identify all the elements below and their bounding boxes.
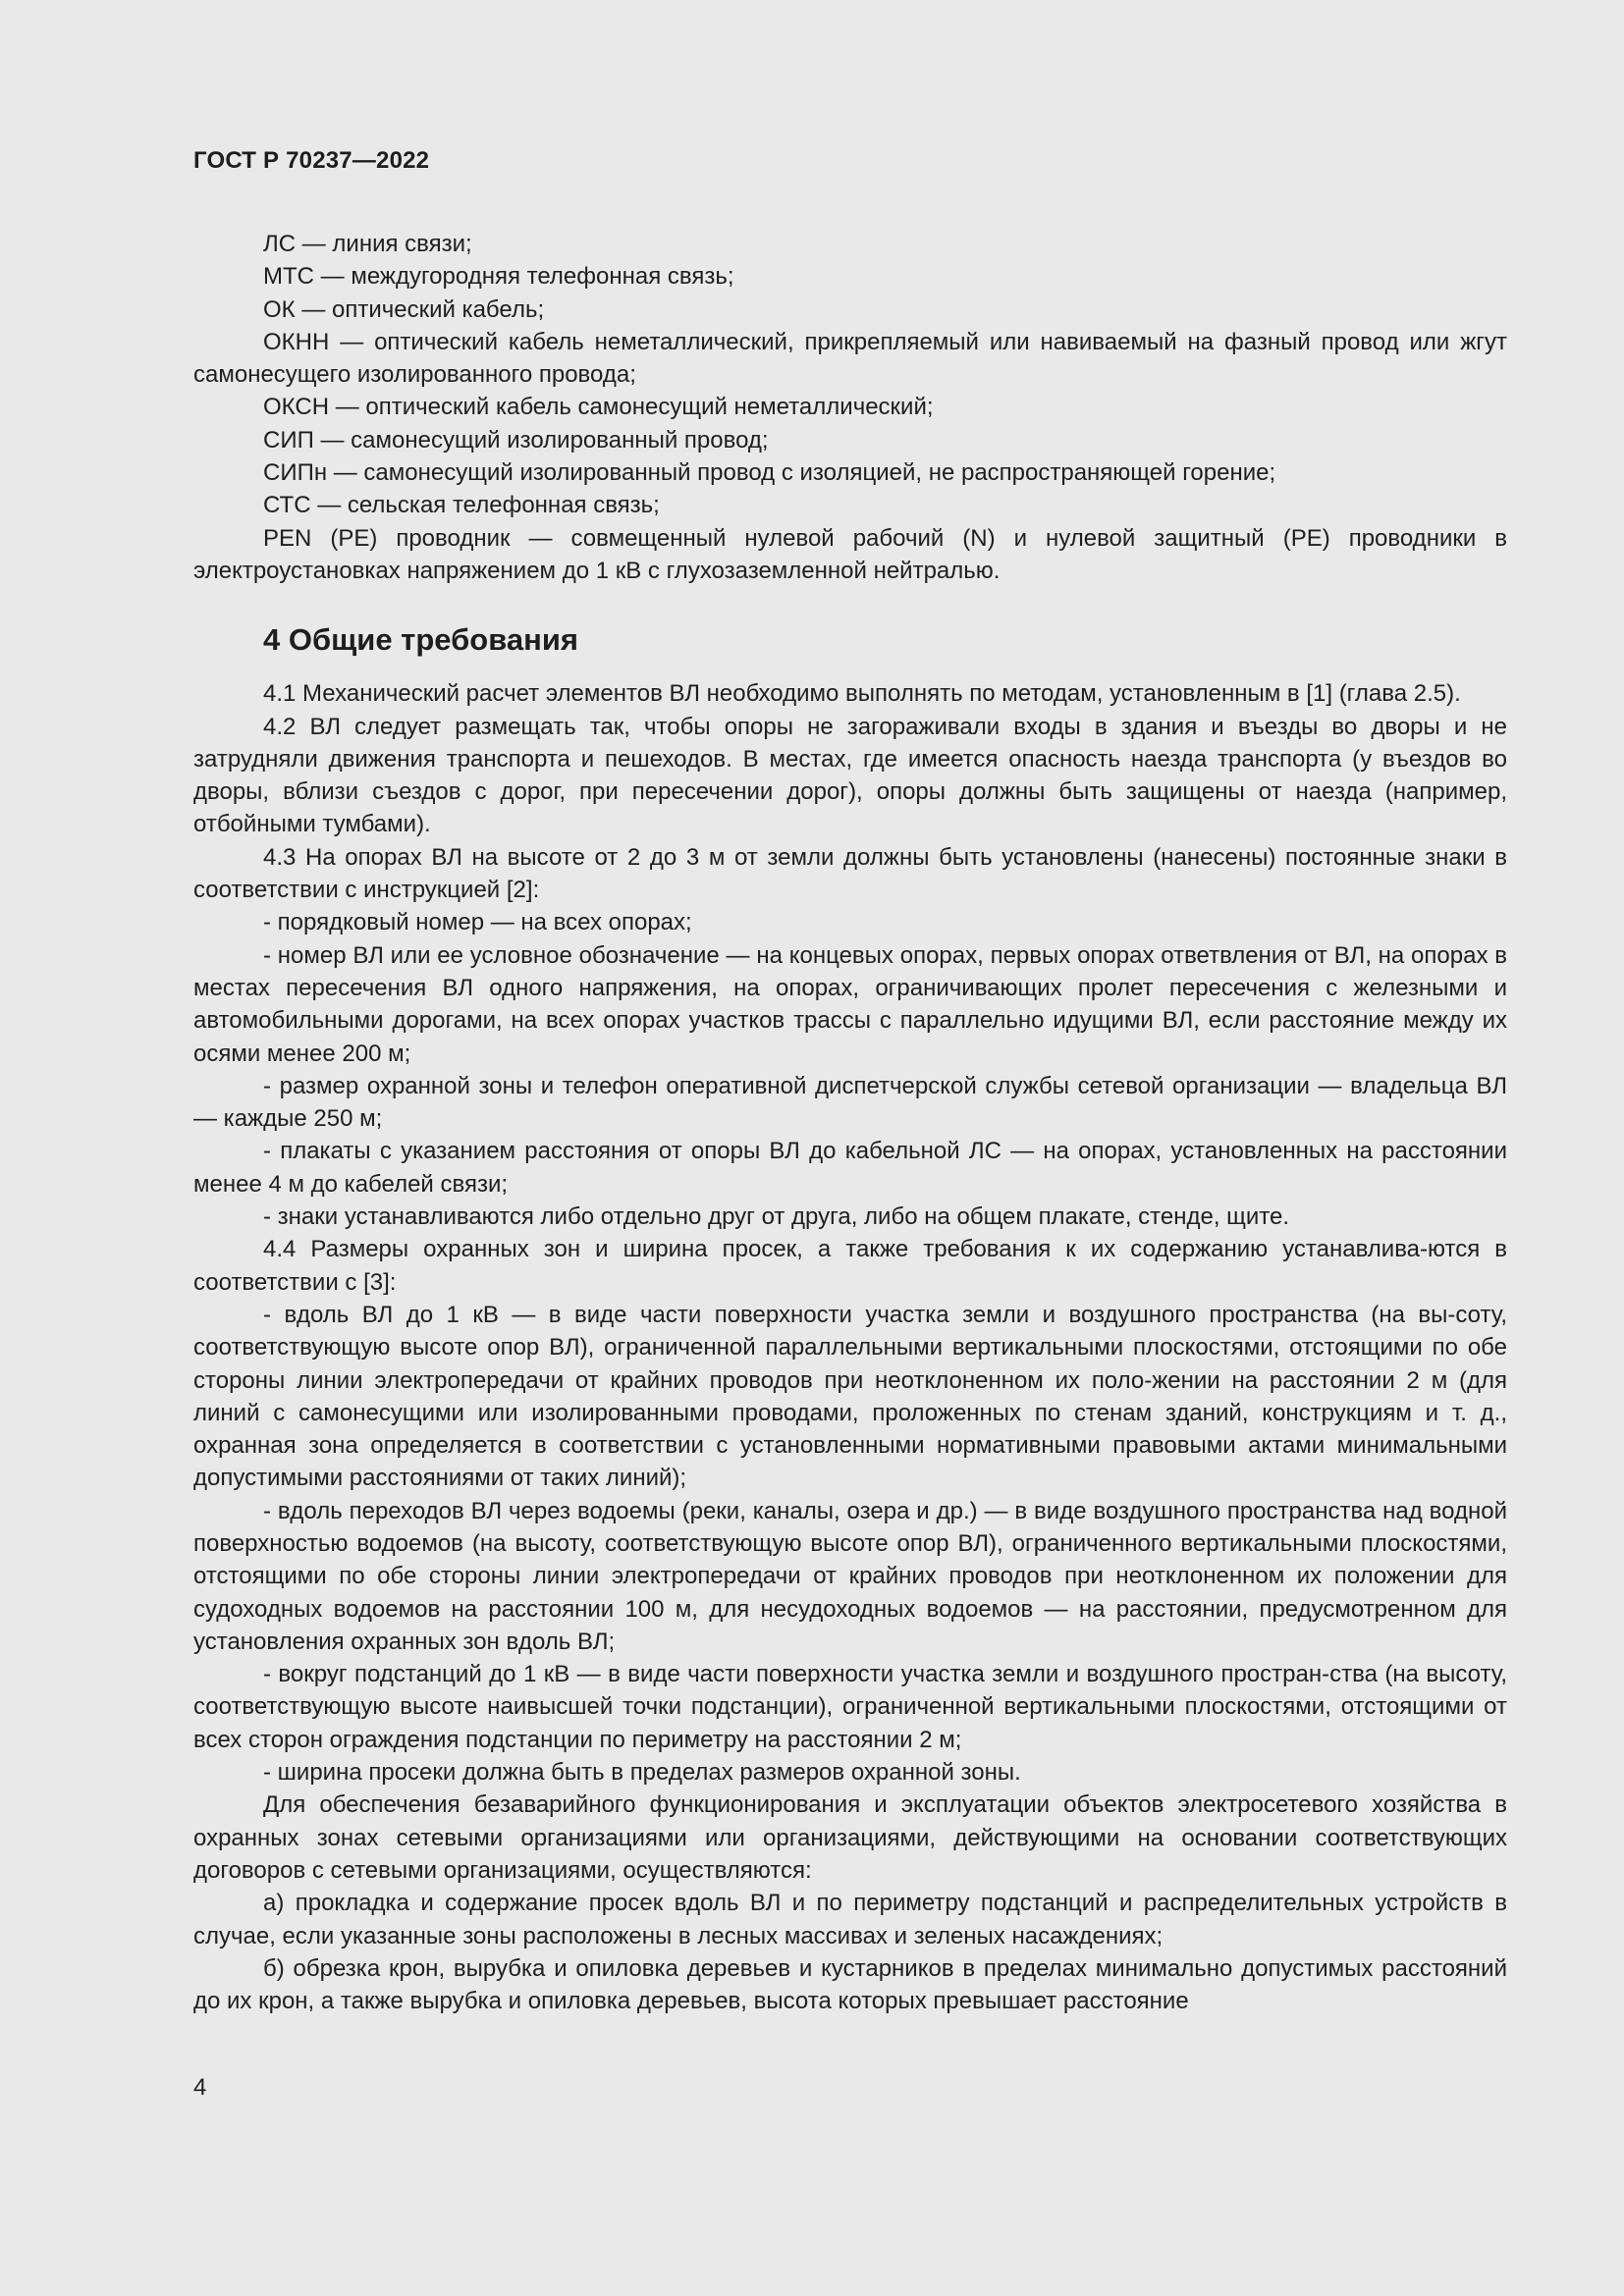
list-item: - знаки устанавливаются либо отдельно друг от друга, либо на общем плакате, стенде, щите. <box>263 1203 1290 1231</box>
document-body <box>193 228 1507 2017</box>
paragraph-4-1: 4.1 Механический расчет элементов ВЛ необходимо выполнять по методам, установленным в [1] (глава 2.5). <box>263 680 1461 708</box>
section-heading: 4 Общие требования <box>263 622 578 658</box>
list-item: - номер ВЛ или ее условное обозначение — на концевых опорах, первых опорах ответвления от ВЛ, на опорах в местах пересечения ВЛ одного напряжения, на опорах, ограничивающих пролет пересечения с железными и автомобильными дорогами, на всех опорах участков трассы с параллельно идущими ВЛ, если расстояние между их осями менее 200 м; <box>193 941 1507 1067</box>
list-item: б) обрезка крон, вырубка и опиловка деревьев и кустарников в пределах минимально допустимых расстояний до их крон, а также вырубка и опиловка деревьев, высота которых превышает расстояние <box>193 1954 1507 2015</box>
paragraph-4-3: 4.3 На опорах ВЛ на высоте от 2 до 3 м от земли должны быть установлены (нанесены) постоянные знаки в соответствии с инструкцией [2]: <box>193 843 1507 904</box>
abbreviation-item: МТС — междугородняя телефонная связь; <box>263 263 734 291</box>
abbreviation-item: ОКСН — оптический кабель самонесущий неметаллический; <box>263 394 934 421</box>
abbreviation-item: PEN (РЕ) проводник — совмещенный нулевой рабочий (N) и нулевой защитный (РЕ) проводники в электроустановках напряжением до 1 кВ с глухозаземленной нейтралью. <box>193 524 1507 584</box>
list-item: - плакаты с указанием расстояния от опоры ВЛ до кабельной ЛС — на опорах, установленных на расстоянии менее 4 м до кабелей связи; <box>193 1138 1507 1198</box>
abbreviation-item: СТС — сельская телефонная связь; <box>263 492 660 519</box>
paragraph-4-4: 4.4 Размеры охранных зон и ширина просек, а также требования к их содержанию устанавлива-ются в соответствии с [3]: <box>193 1236 1507 1296</box>
list-item: - вдоль ВЛ до 1 кВ — в виде части поверхности участка земли и воздушного пространства (на вы-соту, соответствующую высоте опор ВЛ), ограниченной параллельными вертикальными плоскостями, отстоящими по обе стороны линии электропередачи от крайних проводов при неотклоненном их поло-жении на расстоянии 2 м (для линий с самонесущими или изолированными проводами, проложенных по стенам зданий, конструкциям и т. д., охранная зона определяется в соответствии с установленными нормативными правовыми актами минимальными допустимыми расстояниями от таких линий); <box>193 1301 1507 1492</box>
document-header: ГОСТ Р 70237—2022 <box>193 147 430 174</box>
list-item: - размер охранной зоны и телефон оперативной диспетчерской службы сетевой организации — владельца ВЛ — каждые 250 м; <box>193 1072 1507 1133</box>
list-item: - порядковый номер — на всех опорах; <box>263 909 692 936</box>
paragraph-4-2: 4.2 ВЛ следует размещать так, чтобы опоры не загораживали входы в здания и въезды во дворы и не затрудняли движения транспорта и пешеходов. В местах, где имеется опасность наезда транспорта (у въездов во дворы, вблизи съездов с дорог, при пересечении дорог), опоры должны быть защищены от наезда (например, отбойными тумбами). <box>193 713 1507 838</box>
list-item: - ширина просеки должна быть в пределах размеров охранной зоны. <box>263 1759 1021 1787</box>
abbreviation-item: ОКНН — оптический кабель неметаллический, прикрепляемый или навиваемый на фазный провод или жгут самонесущего изолированного провода; <box>193 328 1507 389</box>
abbreviation-item: ОК — оптический кабель; <box>263 295 545 323</box>
paragraph: Для обеспечения безаварийного функционирования и эксплуатации объектов электросетевого хозяйства в охранных зонах сетевыми организациями или организациями, действующими на основании соответствующих договоров с сетевыми организациями, осуществляются: <box>193 1791 1507 1884</box>
abbreviation-item: ЛС — линия связи; <box>263 231 472 257</box>
list-item: - вокруг подстанций до 1 кВ — в виде части поверхности участка земли и воздушного простран-ства (на высоту, соответствующую высоте наивысшей точки подстанции), ограниченной вертикальными плоскостями, отстоящими от всех сторон ограждения подстанции по периметру на расстоянии 2 м; <box>193 1661 1507 1753</box>
page-number: 4 <box>193 2074 207 2101</box>
list-item: а) прокладка и содержание просек вдоль ВЛ и по периметру подстанций и распределительных устройств в случае, если указанные зоны расположены в лесных массивах и зеленых насаждениях; <box>193 1890 1507 1949</box>
abbreviation-item: СИПн — самонесущий изолированный провод с изоляцией, не распространяющей горение; <box>263 459 1276 487</box>
abbreviation-item: СИП — самонесущий изолированный провод; <box>263 426 769 454</box>
list-item: - вдоль переходов ВЛ через водоемы (реки, каналы, озера и др.) — в виде воздушного пространства над водной поверхностью водоемов (на высоту, соответствующую высоте опор ВЛ), ограниченного вертикальными плоскостями, отстоящими по обе стороны линии электропередачи от крайних проводов при неотклоненном их положении для судоходных водоемов на расстоянии 100 м, для несудоходных водоемов — на расстоянии, предусмотренном для установления охранных зон вдоль ВЛ; <box>193 1497 1507 1655</box>
